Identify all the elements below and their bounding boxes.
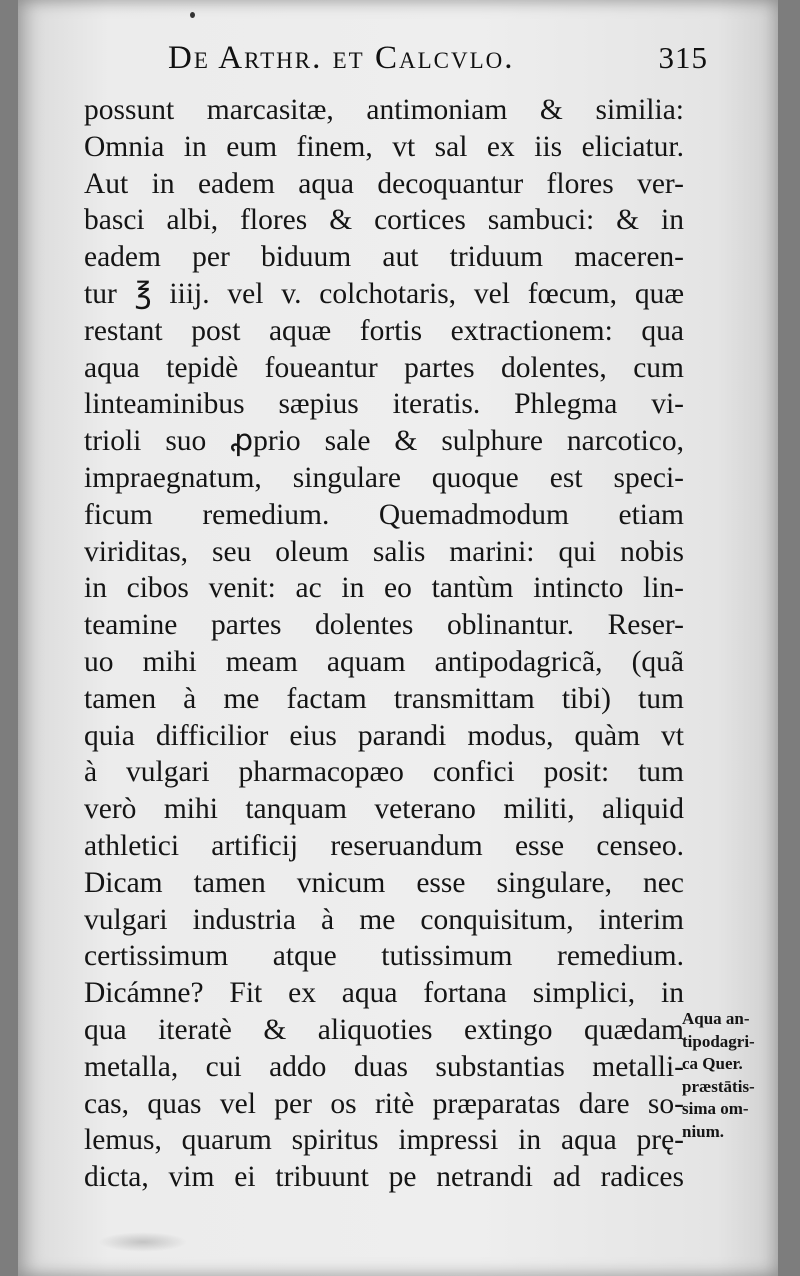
marginal-line: nium. [682, 1121, 725, 1141]
marginal-line: præstātis- [682, 1076, 755, 1096]
text-line: aqua tepidè foueantur partes dolentes, cum [84, 351, 684, 384]
ink-smudge [98, 1232, 188, 1252]
text-line: eadem per biduum aut triduum maceren- [84, 241, 684, 274]
text-line: uo mihi meam aquam antipodagricã, (quã [84, 645, 684, 678]
marginal-note [682, 1008, 800, 1143]
book-page [18, 0, 778, 1276]
text-line: quia difficilior eius parandi modus, quàm vt [84, 719, 684, 752]
text-line: athletici artificij reseruandum esse censeo. [84, 829, 684, 862]
text-line: qua iteratè & aliquoties extingo quædam [84, 1013, 684, 1046]
ink-speck [190, 12, 195, 18]
text-line: certissimum atque tutissimum remedium. [84, 940, 684, 973]
text-line: à vulgari pharmacopæo confici posit: tum [84, 756, 684, 789]
text-line: Omnia in eum finem, vt sal ex iis eliciatur. [84, 130, 684, 163]
text-line: tamen à me factam transmittam tibi) tum [84, 682, 684, 715]
text-line: vulgari industria à me conquisitum, interim [84, 903, 684, 936]
text-line: teamine partes dolentes oblinantur. Reser- [84, 609, 684, 642]
marginal-line: Aqua an- [682, 1009, 750, 1028]
marginal-line: ca Quer. [682, 1054, 743, 1073]
text-line: in cibos venit: ac in eo tantùm intincto lin- [84, 572, 684, 605]
text-line: tur ℥ iiij. vel v. colchotaris, vel fœcum, quæ [84, 277, 684, 310]
text-line: basci albi, flores & cortices sambuci: & in [84, 204, 684, 237]
text-line: restant post aquæ fortis extractionem: qua [84, 314, 684, 347]
text-line: viriditas, seu oleum salis marini: qui nobis [84, 535, 684, 568]
text-line: Dicámne? Fit ex aqua fortana simplici, in [84, 977, 684, 1010]
text-line: linteaminibus sæpius iteratis. Phlegma vi- [84, 388, 684, 421]
text-line: Dicam tamen vnicum esse singulare, nec [84, 866, 684, 899]
text-line: dicta, vim ei tribuunt pe netrandi ad radices [84, 1161, 684, 1194]
text-line: lemus, quarum spiritus impressi in aqua prę- [84, 1124, 684, 1157]
text-line: possunt marcasitæ, antimoniam & similia: [84, 94, 684, 126]
text-line: trioli suo ꝓprio sale & sulphure narcotico, [84, 425, 684, 458]
text-line: ficum remedium. Quemadmodum etiam [84, 498, 684, 531]
text-line: Aut in eadem aqua decoquantur flores ver- [84, 167, 684, 200]
marginal-line: sima om- [682, 1099, 749, 1118]
page-header [168, 40, 708, 84]
marginal-line: tipodagri- [682, 1031, 755, 1051]
body-text [84, 92, 684, 1196]
text-line: verò mihi tanquam veterano militi, aliquid [84, 793, 684, 826]
text-line: cas, quas vel per os ritè præparatas dare so- [84, 1087, 684, 1120]
text-line: metalla, cui addo duas substantias metalli- [84, 1050, 684, 1083]
running-title: De Arthr. et Calcvlo. [168, 40, 515, 76]
text-line: impraegnatum, singulare quoque est speci- [84, 461, 684, 494]
page-number: 315 [658, 40, 708, 75]
